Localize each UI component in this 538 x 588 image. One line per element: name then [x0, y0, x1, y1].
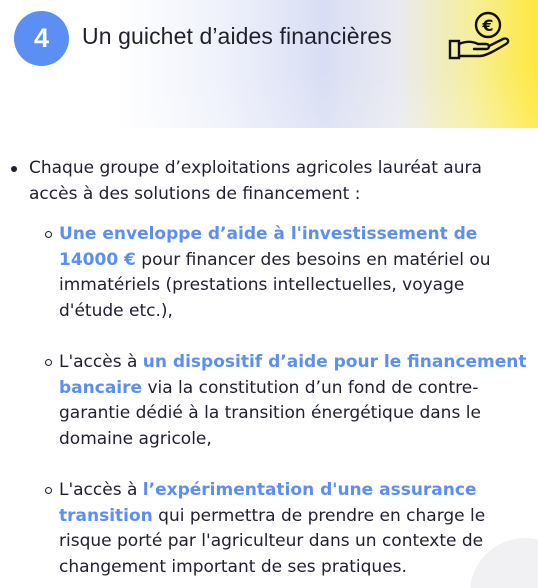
list-item [59, 478, 535, 580]
step-number-badge [14, 11, 69, 66]
item-prefix: L'accès à [59, 352, 143, 372]
item-highlight: l’expérimentation d'une assurance transition [59, 480, 477, 526]
header-fade [0, 70, 538, 128]
item-prefix: L'accès à [59, 480, 143, 500]
item-text: pour financer des besoins en matériel ou immatériels (prestations intellectuelles, voyage d'étude etc.), [59, 249, 491, 321]
sub-list [10, 222, 535, 580]
list-item [59, 222, 535, 324]
item-highlight: un dispositif d’aide pour le financement bancaire [59, 352, 527, 398]
page-title: Un guichet d’aides financières [82, 23, 392, 49]
hand-holding-euro-icon [446, 8, 514, 66]
circle-bullet-icon [45, 359, 52, 366]
item-highlight: Une enveloppe d’aide à l'investissement de 14000 € [59, 224, 478, 270]
svg-text:€: € [482, 16, 494, 35]
content-area [10, 156, 535, 588]
item-text: qui permettra de prendre en charge le risque porté par l'agriculteur dans un contexte de changement important de ses pratiques. [59, 505, 486, 577]
bullet-dot-icon [11, 166, 17, 172]
circle-bullet-icon [45, 231, 52, 238]
bullet-item [10, 156, 535, 207]
circle-bullet-icon [45, 487, 52, 494]
intro-text: Chaque groupe d’exploitations agricoles lauréat aura accès à des solutions de financement : [29, 158, 482, 204]
list-item [59, 350, 535, 452]
item-text: via la constitution d’un fond de contre-garantie dédié à la transition énergétique dans le domaine agricole, [59, 377, 481, 449]
step-number: 4 [33, 23, 50, 53]
